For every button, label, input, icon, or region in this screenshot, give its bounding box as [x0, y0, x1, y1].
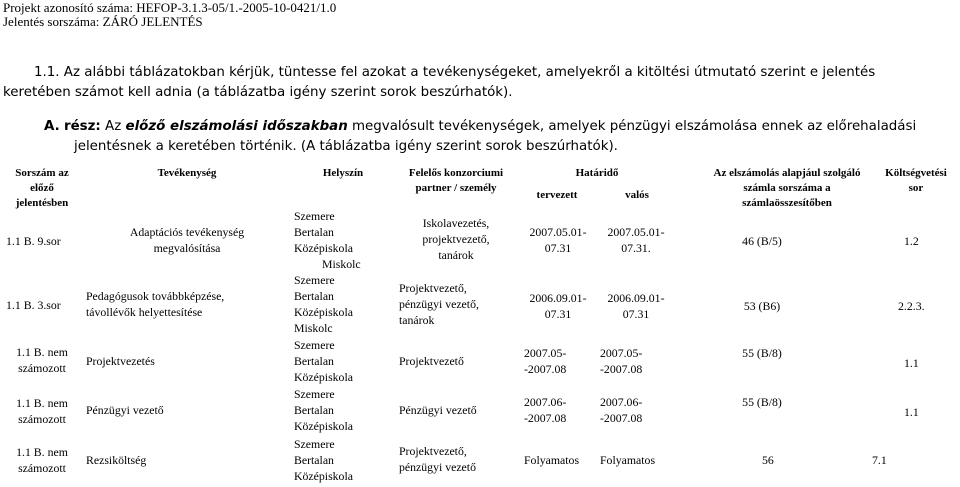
row-tevekenyseg-line: Pedagógusok továbbképzése,	[86, 289, 225, 303]
row-sorszam-line: számozott	[18, 361, 66, 375]
row-tervezett	[524, 394, 566, 426]
row-tevekenyseg: Projektvezetés	[86, 354, 155, 368]
row-helyszin-line: Miskolc	[322, 257, 361, 271]
row-helyszin-line: Szemere	[294, 209, 335, 223]
header-felelos-line: Felelős konzorciumi	[408, 167, 504, 179]
row-sorszam-line: számozott	[18, 412, 66, 426]
section-text-1: Az	[105, 119, 122, 134]
row-sorszam: 1.1 B. 9.sor	[6, 234, 61, 248]
header-tevekenyseg: Tevékenység	[157, 167, 217, 179]
header-valos: valós	[625, 189, 649, 201]
header-szamla-line: számla sorszáma a	[743, 182, 831, 194]
row-valos-line: -2007.08	[600, 362, 643, 376]
header-helyszin: Helyszín	[322, 167, 364, 179]
row-sorszam-line: 1.1 B. nem	[16, 345, 68, 359]
row-tevekenyseg-line: távollévők helyettesítése	[86, 305, 203, 319]
row-felelos: Projektvezető	[399, 354, 464, 368]
row-valos	[600, 345, 642, 377]
row-helyszin-line: Bertalan	[294, 354, 334, 368]
section-text-2: megvalósult tevékenységek, amelyek pénzügyi elszámolása ennek az előrehaladási	[352, 119, 917, 134]
intro-line-1: 1.1. Az alábbi táblázatokban kérjük, tüntesse fel azokat a tevékenységeket, amelyekről a kitöltési útmutató szerint e jelentés	[34, 65, 876, 80]
row-helyszin	[294, 337, 353, 385]
row-helyszin	[294, 436, 353, 484]
row-felelos-line: Projektvezető,	[399, 281, 467, 295]
row-tervezett: Folyamatos	[524, 453, 580, 467]
row-koltseg: 7.1	[872, 453, 887, 467]
row-felelos	[399, 280, 479, 328]
row-valos-line: 2007.05-	[600, 346, 643, 360]
section-a-line-2: jelentésnek a keretében történik. (A táblázatba igény szerint sorok beszúrhatók).	[74, 139, 618, 154]
row-szamla: 56	[762, 453, 774, 467]
row-valos-line: -2007.08	[600, 411, 643, 425]
row-koltseg: 1.2	[904, 234, 919, 248]
section-bold: rész:	[63, 119, 101, 134]
row-felelos-line: tanárok	[399, 313, 435, 327]
row-tervezett-line: -2007.08	[524, 411, 567, 425]
header-koltseg-line: Költségvetési	[885, 167, 947, 179]
row-tevekenyseg	[84, 224, 290, 256]
row-felelos-line: projektvezető,	[422, 232, 490, 246]
header-sorszam-line: előző	[30, 182, 54, 194]
row-tevekenyseg-line: megvalósítása	[153, 241, 221, 255]
project-id-line: Projekt azonosító száma: HEFOP-3.1.3-05/1.-2005-10-0421/1.0	[3, 0, 337, 15]
row-valos-line: 2007.06-	[600, 395, 643, 409]
row-helyszin-line: Középiskola	[294, 305, 353, 319]
header-felelos	[396, 166, 516, 196]
row-valos: Folyamatos	[600, 453, 656, 467]
row-sorszam-line: számozott	[18, 461, 66, 475]
row-helyszin-line: Bertalan	[294, 403, 334, 417]
row-tervezett-line: 07.31	[544, 241, 572, 255]
row-valos-line: 07.31.	[621, 241, 651, 255]
row-szamla: 53 (B6)	[743, 299, 781, 313]
header-szamla-line: számlaösszesítőben	[742, 197, 832, 209]
row-helyszin-line: Bertalan	[294, 225, 334, 239]
row-tervezett	[522, 290, 594, 322]
section-label: A.	[44, 119, 60, 134]
row-tevekenyseg: Rezsiköltség	[86, 453, 147, 467]
row-tervezett-line: 2007.05.01-	[529, 225, 587, 239]
header-tervezett: tervezett	[536, 189, 578, 201]
intro-line-2: keretében számot kell adnia (a táblázatba igény szerint sorok beszúrhatók).	[3, 85, 513, 100]
report-number-line: Jelentés sorszáma: ZÁRÓ JELENTÉS	[3, 14, 203, 29]
row-koltseg: 2.2.3.	[898, 299, 925, 313]
row-valos-line: 2007.05.01-	[607, 225, 665, 239]
row-helyszin-line: Miskolc	[294, 321, 333, 335]
row-szamla: 46 (B/5)	[742, 234, 782, 248]
row-tevekenyseg-line: Adaptációs tevékenység	[129, 225, 245, 239]
row-tervezett-line: 2007.05-	[524, 346, 567, 360]
row-felelos-line: Projektvezető,	[399, 444, 467, 458]
header-szamla	[692, 166, 882, 211]
row-tervezett	[524, 345, 566, 377]
row-helyszin-line: Bertalan	[294, 453, 334, 467]
row-felelos-line: pénzügyi vezető	[399, 460, 476, 474]
row-felelos	[399, 443, 476, 475]
row-tevekenyseg: Pénzügyi vezető	[86, 403, 164, 417]
row-koltseg: 1.1	[904, 405, 919, 419]
header-sorszam	[0, 166, 84, 211]
row-helyszin	[294, 272, 353, 336]
row-helyszin-line: Szemere	[294, 338, 335, 352]
header-sorszam-line: jelentésben	[15, 197, 69, 209]
row-tevekenyseg	[86, 288, 224, 320]
row-valos	[600, 224, 672, 256]
row-szamla: 55 (B/8)	[742, 395, 782, 409]
row-felelos-line: pénzügyi vezető,	[399, 297, 479, 311]
row-tervezett-line: -2007.08	[524, 362, 567, 376]
row-valos-line: 07.31	[622, 307, 650, 321]
row-helyszin-line: Szemere	[294, 437, 335, 451]
row-helyszin-line: Középiskola	[294, 241, 353, 255]
header-szamla-line: Az elszámolás alapjául szolgáló	[713, 167, 861, 179]
row-helyszin-line: Szemere	[294, 273, 335, 287]
row-helyszin-line: Szemere	[294, 387, 335, 401]
row-tervezett-line: 2006.09.01-	[529, 291, 587, 305]
row-koltseg: 1.1	[904, 356, 919, 370]
header-hatarido: Határidő	[575, 167, 619, 179]
row-sorszam	[0, 344, 84, 376]
row-valos	[600, 290, 672, 322]
row-felelos-line: Iskolavezetés,	[422, 216, 490, 230]
row-tervezett-line: 2007.06-	[524, 395, 567, 409]
row-sorszam-line: 1.1 B. nem	[16, 396, 68, 410]
row-tervezett	[522, 224, 594, 256]
row-sorszam-line: 1.1 B. nem	[16, 445, 68, 459]
row-sorszam	[0, 395, 84, 427]
header-koltseg	[872, 166, 960, 196]
section-a-line-1	[44, 117, 916, 137]
row-helyszin	[294, 208, 361, 272]
row-helyszin	[294, 386, 353, 434]
row-helyszin-line: Középiskola	[294, 469, 353, 483]
row-valos	[600, 394, 642, 426]
row-sorszam	[0, 444, 84, 476]
header-felelos-line: partner / személy	[415, 182, 497, 194]
row-helyszin-line: Középiskola	[294, 370, 353, 384]
row-tervezett-line: 07.31	[544, 307, 572, 321]
header-sorszam-line: Sorszám az	[15, 167, 69, 179]
row-felelos-line: tanárok	[438, 248, 474, 262]
row-helyszin-line: Középiskola	[294, 419, 353, 433]
row-felelos	[396, 215, 516, 263]
section-italic: előző elszámolási időszakban	[125, 119, 348, 134]
header-koltseg-line: sor	[908, 182, 924, 194]
row-felelos: Pénzügyi vezető	[399, 403, 477, 417]
row-szamla: 55 (B/8)	[742, 346, 782, 360]
row-sorszam: 1.1 B. 3.sor	[6, 298, 61, 312]
row-helyszin-line: Bertalan	[294, 289, 334, 303]
row-valos-line: 2006.09.01-	[607, 291, 665, 305]
